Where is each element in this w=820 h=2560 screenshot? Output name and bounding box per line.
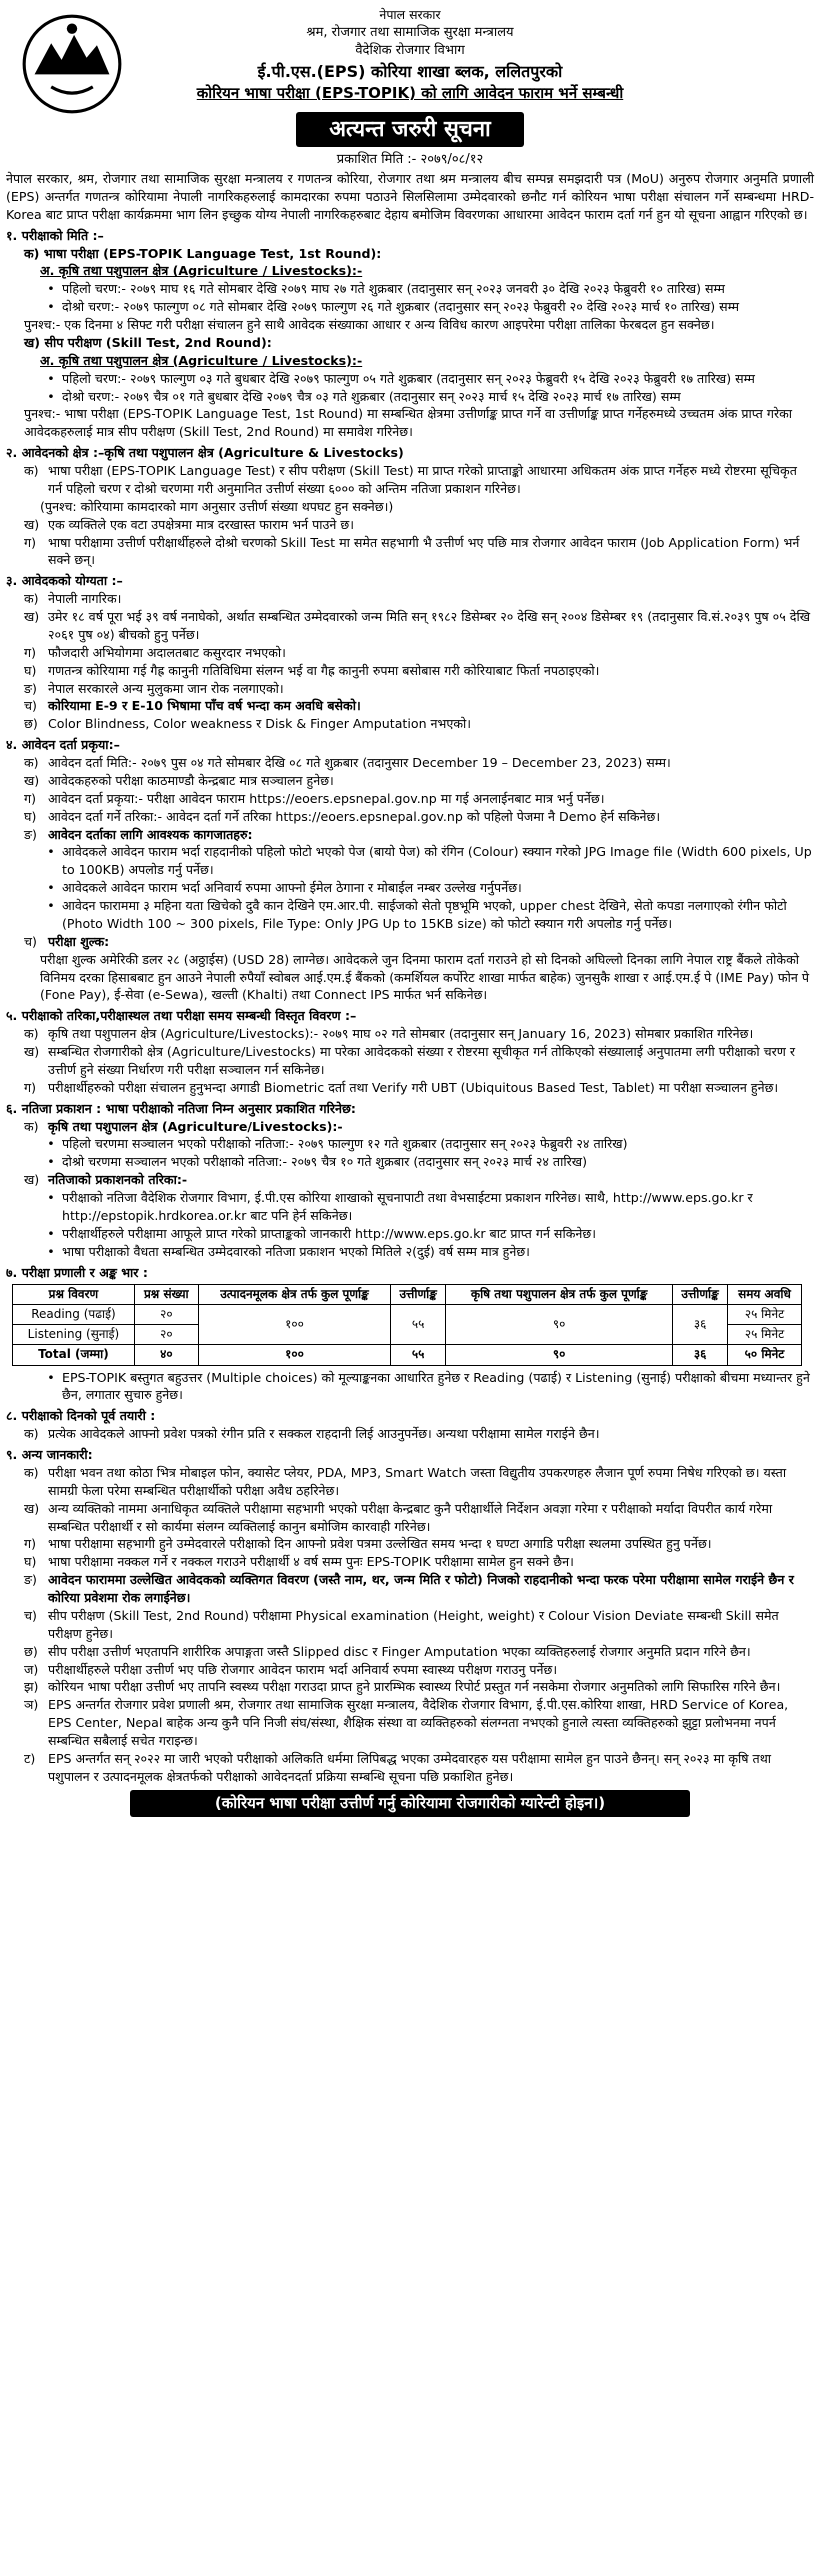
list-item-text: सम्बन्धित रोजगारीको क्षेत्र (Agriculture/Livestocks) मा परेका आवेदकको संख्या र रोष्टरमा सूचीकृत गर्न तोकिएको संख्यालाई अनुपातमा लगी परीक्षाको चरण र उत्तीर्ण हुने संख्या निर्धारण गरी परीक्षा सञ्चालन गर्न सकिनेछ। <box>48 1044 795 1077</box>
table-header: प्रश्न विवरण <box>13 1285 135 1305</box>
list-item <box>6 516 814 534</box>
item-label: ख) <box>24 1044 40 1059</box>
list-item <box>6 715 814 733</box>
list-item <box>6 370 814 388</box>
section-1-kha-sector: अ. कृषि तथा पशुपालन क्षेत्र (Agriculture / Livestocks):- <box>40 352 363 368</box>
list-item-text: परीक्षाको नतिजा वैदेशिक रोजगार विभाग, ई.पी.एस कोरिया शाखाको सूचनापाटी तथा वेभसाईटमा प्रकाशन गरिनेछ। साथै, http://www.eps.go.kr र http://epstopik.hrdkorea.or.kr बाट पनि हेर्न सकिनेछ। <box>62 1190 753 1223</box>
table-cell: १०० <box>198 1345 390 1365</box>
list-item-text: आवेदन फाराममा ३ महिना यता खिचेको दुवै कान देखिने एम.आर.पी. साईजको सेतो पृष्ठभूमि भएको, upper chest देखिने, सेतो कपडा नलगाएको रंगीन फोटो (Photo Width 100 ~ 300 pixels, File Type: Only JPG Up to 15KB size) को फोटो स्क्यान गरी अपलोड गर्नु पर्नेछ। <box>62 898 787 931</box>
table-header: उत्पादनमूलक क्षेत्र तर्फ कुल पूर्णाङ्क <box>198 1285 390 1305</box>
list-item <box>6 1425 814 1443</box>
table-header: उत्तीर्णाङ्क <box>391 1285 446 1305</box>
list-item-text: कृषि तथा पशुपालन क्षेत्र (Agriculture/Livestocks):- २०७९ माघ ०२ गते सोमबार (तदानुसार सन् January 16, 2023) सोमबार प्रकाशित गरिनेछ। <box>48 1026 754 1042</box>
list-item <box>6 1571 814 1607</box>
list-item-text: सीप परीक्षण (Skill Test, 2nd Round) परीक्षामा Physical examination (Height, weight) र Colour Vision Deviate सम्बन्धी Skill समेत परीक्षण हुनेछ। <box>48 1607 779 1641</box>
exam-score-table <box>12 1284 802 1365</box>
section-3-title: ३. आवेदकको योग्यता :– <box>6 573 123 589</box>
list-item-text: दोश्रो चरणमा सञ्चालन भएको परीक्षाको नतिजा:- २०७९ चैत्र १० गते शुक्रबार (तदानुसार सन् २०२३ मार्च २४ तारिख) <box>62 1154 587 1170</box>
item-label: ख) <box>24 1500 40 1516</box>
item-label: ङ) <box>24 1572 37 1588</box>
list-item-text: कोरियामा E-9 र E-10 भिषामा पाँच वर्ष भन्दा कम अवधि बसेको। <box>48 698 361 714</box>
list-item <box>6 680 814 698</box>
bullet-icon: • <box>47 388 55 404</box>
item-label: ङ) <box>24 680 37 696</box>
list-item-text: EPS अन्तर्गत सन् २०२२ मा जारी भएको परीक्षाको अलिकति धर्ममा लिपिबद्ध भएका उम्मेदवारहरु यस परीक्षामा सामेल हुन पाउने छैनन्। सन् २०२३ मा कृषि तथा पशुपालन र उत्पादनमूलक क्षेत्रतर्फको परीक्षाको आवेदनदर्ता प्रक्रिया सम्बन्धि सूचना पछि प्रकाशित हुनेछ। <box>48 1750 772 1784</box>
item-label: घ) <box>24 662 37 678</box>
item-label: ख) <box>24 609 40 624</box>
list-item <box>6 662 814 680</box>
section-5-title: ५. परीक्षाको तरिका,परीक्षास्थल तथा परीक्षा समय सम्बन्धी विस्तृत विवरण :– <box>6 1008 357 1024</box>
list-item-text: फौजदारी अभियोगमा अदालतबाट कसुरदार नभएको। <box>48 644 286 660</box>
bullet-icon: • <box>47 880 55 896</box>
item-label: ञ) <box>24 1697 39 1713</box>
section-1-title: १. परीक्षाको मिति :– <box>6 227 104 243</box>
item-label: क) <box>24 1464 39 1480</box>
bullet-icon: • <box>47 299 55 315</box>
list-item-text: परीक्षा शुल्क: <box>48 933 110 949</box>
item-label: झ) <box>24 1679 39 1695</box>
item-label: च) <box>24 698 37 714</box>
header <box>6 0 814 168</box>
table-row <box>13 1305 802 1325</box>
bullet-icon: • <box>47 1369 55 1385</box>
header-ministry: श्रम, रोजगार तथा सामाजिक सुरक्षा मन्त्रालय <box>306 24 514 40</box>
item-label: ख) <box>24 516 40 532</box>
table-cell: Listening (सुनाई) <box>13 1325 135 1345</box>
item-label: ग) <box>24 1536 37 1552</box>
list-item <box>6 843 814 879</box>
list-item-text: आवेदन दर्ताका लागि आवश्यक कागजातहरु: <box>48 826 253 842</box>
list-item <box>6 933 814 951</box>
list-item-text: उमेर १८ वर्ष पूरा भई ३९ वर्ष ननाघेको, अर्थात सम्बन्धित उम्मेदवारको जन्म मिति सन् १९८२ डिसेम्बर २० देखि सन् २००४ डिसेम्बर १९ (तदानुसार वि.सं.२०३९ पुष ०५ देखि २०६१ पुष ०४) बीचको हुनु पर्नेछ। <box>48 609 811 642</box>
section-1-kha-note: पुनश्च:- भाषा परीक्षा (EPS-TOPIK Language Test, 1st Round) मा सम्बन्धित क्षेत्रमा उत्तीर्णाङ्क प्राप्त गर्ने वा उत्तीर्णाङ्क प्राप्त गर्नेहरुमध्ये उच्चतम अंक प्राप्त गरेका आवेदकहरुलाई मात्र सीप परीक्षण (Skill Test, 2nd Round) मा समावेश गरिनेछ। <box>24 406 793 440</box>
header-branch: ई.पी.एस.(EPS) कोरिया शाखा ब्लक, ललितपुरको <box>257 61 563 81</box>
bullet-icon: • <box>47 898 55 913</box>
table-cell: ५० मिनेट <box>728 1345 802 1365</box>
list-item <box>6 644 814 662</box>
list-item <box>6 790 814 808</box>
list-item-text: आवेदकले आवेदन फाराम भर्दा राहदानीको पहिलो फोटो भएको पेज (बायो पेज) को रंगिन (Colour) स्क्यान गरेको JPG Image file (Width 600 pixels, Up to 100KB) अपलोड गर्नु पर्नेछ। <box>62 844 812 878</box>
list-item-text: दोश्रो चरण:- २०७९ चैत्र ०१ गते बुधबार देखि २०७९ चैत्र ०३ गते शुक्रबार (तदानुसार सन् २०२३ मार्च १५ देखि २०२३ मार्च १७ तारिख) सम्म <box>62 388 681 404</box>
table-cell: Reading (पढाई) <box>13 1305 135 1325</box>
item-label: ज) <box>24 1661 39 1677</box>
header-department: वैदेशिक रोजगार विभाग <box>355 43 465 59</box>
table-header: समय अवधि <box>728 1285 802 1305</box>
table-cell: ५५ <box>391 1345 446 1365</box>
section-2-note: (पुनश्च: कोरियामा कामदारको माग अनुसार उत्तीर्ण संख्या थपघट हुन सक्नेछ।) <box>40 498 394 514</box>
bullet-icon: • <box>47 1190 55 1205</box>
item-label: छ) <box>24 1643 38 1659</box>
item-label: ग) <box>24 534 37 550</box>
list-item-text: परीक्षा भवन तथा कोठा भित्र मोबाइल फोन, क्यासेट प्लेयर, PDA, MP3, Smart Watch जस्ता विद्युतीय उपकरणहरु लैजान पूर्ण रुपमा निषेध गरिएको छ। यस्ता सामग्री फेला परेमा सम्बन्धित परीक्षार्थीको परीक्षा अवैध ठहरिनेछ। <box>48 1464 787 1498</box>
bullet-icon: • <box>47 844 55 860</box>
list-item <box>6 280 814 298</box>
list-item <box>6 697 814 715</box>
list-item <box>6 462 814 498</box>
item-label: ख) <box>24 1172 40 1188</box>
list-item-text: आवेदन दर्ता मिति:- २०७९ पुस ०४ गते सोमबार देखि ०८ गते शुक्रबार (तदानुसार December 19 – December 23, 2023) सम्म। <box>48 755 671 770</box>
list-item <box>6 772 814 790</box>
list-item <box>6 1535 814 1553</box>
list-item <box>6 608 814 644</box>
item-label: ग) <box>24 644 37 660</box>
list-item-text: प्रत्येक आवेदकले आफ्नो प्रवेश पत्रको रंगीन प्रति र सक्कल राहदानी लिई आउनुपर्नेछ। अन्यथा परीक्षामा सामेल गराईने छैन। <box>48 1426 600 1442</box>
item-label: क) <box>24 1026 39 1042</box>
item-label: क) <box>24 1118 39 1134</box>
list-item-text: भाषा परीक्षा (EPS-TOPIK Language Test) र सीप परीक्षण (Skill Test) मा प्राप्त गरेको प्राप्ताङ्को आधारमा अधिकतम अंक प्राप्त गर्नेहरु मध्ये रोष्टरमा सूचिकृत गर्न पहिलो चरण र दोश्रो चरणमा गरी अनुमानित उत्तीर्ण संख्या ६००० को अन्तिम नतिजा प्रकाशन गरिनेछ। <box>48 463 797 496</box>
table-cell: ४० <box>134 1345 198 1365</box>
list-item-text: EPS-TOPIK बस्तुगत बहुउत्तर (Multiple choices) को मूल्याङ्कनका आधारित हुनेछ र Reading (पढाई) र Listening (सुनाई) परीक्षाको बीचमा मध्यान्तर हुने छैन, लगातार सुचारु हुनेछ। <box>62 1369 810 1403</box>
table-cell: ३६ <box>673 1345 728 1365</box>
section-6-title: ६. नतिजा प्रकाशन : भाषा परीक्षाको नतिजा निम्न अनुसार प्रकाशित गरिनेछ: <box>6 1100 356 1116</box>
list-item <box>6 879 814 897</box>
list-item <box>6 1153 814 1171</box>
section-1-ka-note: पुनश्च:- एक दिनमा ४ सिफ्ट गरी परीक्षा संचालन हुने साथै आवेदक संख्याका आधार र अन्य विविध कारण आइपरेमा परीक्षा तालिका फेरबदल हुन सक्नेछ। <box>24 317 715 332</box>
header-line1: नेपाल सरकार <box>379 7 441 22</box>
list-item <box>6 1464 814 1500</box>
list-item <box>6 1025 814 1043</box>
list-item <box>6 1750 814 1786</box>
list-item <box>6 1607 814 1643</box>
list-item <box>6 826 814 844</box>
list-item-text: परीक्षार्थीहरुले परीक्षामा आफूले प्राप्त गरेको प्राप्ताङ्कको जानकारी http://www.eps.go.kr बाट प्राप्त गर्न सकिनेछ। <box>62 1225 596 1241</box>
header-subject: कोरियन भाषा परीक्षा (EPS-TOPIK) को लागि आवेदन फाराम भर्ने सम्बन्धी <box>196 84 624 103</box>
section-1-ka: क) भाषा परीक्षा (EPS-TOPIK Language Test, 1st Round): <box>24 245 382 261</box>
list-item <box>6 808 814 826</box>
list-item <box>6 1553 814 1571</box>
list-item-text: पहिलो चरण:- २०७९ माघ १६ गते सोमबार देखि २०७९ माघ २७ गते शुक्रबार (तदानुसार सन् २०२३ जनवरी ३० देखि २०२३ फेब्रुवरी १० तारिख) सम्म <box>62 281 725 297</box>
list-item-text: आवेदकले आवेदन फाराम भर्दा अनिवार्य रुपमा आफ्नो ईमेल ठेगाना र मोबाईल नम्बर उल्लेख गर्नुपर्नेछ। <box>62 880 522 896</box>
section-4-title: ४. आवेदन दर्ता प्रकृया:– <box>6 737 120 753</box>
list-item <box>6 1643 814 1661</box>
list-item <box>6 1661 814 1679</box>
list-item-text: नेपाली नागरिक। <box>48 591 122 607</box>
list-item-text: कृषि तथा पशुपालन क्षेत्र (Agriculture/Livestocks):- <box>48 1118 343 1134</box>
list-item <box>6 1225 814 1243</box>
list-item-text: परीक्षार्थीहरुको परीक्षा संचालन हुनुभन्दा अगाडी Biometric दर्ता तथा Verify गरी UBT (Ubiquitous Based Test, Tablet) मा परीक्षा सञ्चालन हुनेछ। <box>48 1079 779 1095</box>
list-item <box>6 1079 814 1097</box>
list-item-text: परीक्षार्थीहरुले परीक्षा उत्तीर्ण भए पछि रोजगार आवेदन फाराम भर्दा अनिवार्य रुपमा स्वास्थ्य परीक्षण गराउनु पर्नेछ। <box>48 1661 558 1677</box>
list-item-text: पहिलो चरणमा सञ्चालन भएको परीक्षाको नतिजा:- २०७९ फाल्गुण १२ गते शुक्रबार (तदानुसार सन् २०२३ फेब्रुवरी २४ तारिख) <box>62 1136 628 1152</box>
list-item <box>6 1118 814 1136</box>
bullet-icon: • <box>47 1243 55 1259</box>
list-item-text: पहिलो चरण:- २०७९ फाल्गुण ०३ गते बुधबार देखि २०७९ फाल्गुण ०५ गते शुक्रबार (तदानुसार सन् २०२३ फेब्रुवरी १५ देखि २०२३ फेब्रुवरी १७ तारिख) सम्म <box>62 370 755 386</box>
item-label: घ) <box>24 808 37 824</box>
item-label: क) <box>24 755 39 770</box>
list-item-text: भाषा परीक्षामा नक्कल गर्ने र नक्कल गराउने परीक्षार्थी ४ वर्ष सम्म पुनः EPS-TOPIK परीक्षामा सामेल हुन सक्ने छैन। <box>48 1554 574 1570</box>
list-item-text: Color Blindness, Color weakness र Disk & Finger Amputation नभएको। <box>48 716 472 732</box>
section-2-title: २. आवेदनको क्षेत्र :–कृषि तथा पशुपालन क्षेत्र (Agriculture & Livestocks) <box>6 445 404 461</box>
section-9-title: ९. अन्य जानकारी: <box>6 1447 93 1462</box>
item-label: क) <box>24 463 39 478</box>
table-cell: २० <box>134 1305 198 1325</box>
list-item <box>6 1243 814 1261</box>
nepal-emblem-icon <box>20 12 124 116</box>
table-cell: ९० <box>446 1305 673 1345</box>
list-item-text: भाषा परीक्षाको वैधता सम्बन्धित उम्मेदवारको नतिजा प्रकाशन भएको मितिले २(दुई) वर्ष सम्म मात्र हुनेछ। <box>62 1243 530 1259</box>
list-item-text: आवेदन फाराममा उल्लेखित आवेदकको व्यक्तिगत विवरण (जस्तै नाम, थर, जन्म मिति र फोटो) निजको राहदानीको भन्दा फरक परेमा परीक्षामा सामेल गराईने छैन र कोरिया प्रवेशमा रोक लगाईनेछ। <box>48 1572 794 1605</box>
bullet-icon: • <box>47 281 55 297</box>
section-1-kha: ख) सीप परीक्षण (Skill Test, 2nd Round): <box>24 334 272 350</box>
table-header: प्रश्न संख्या <box>134 1285 198 1305</box>
publish-date: प्रकाशित मिति :- २०७९/०८/१२ <box>336 151 484 167</box>
item-label: ग) <box>24 1079 37 1095</box>
list-item-text: आवेदकहरुको परीक्षा काठमाण्डौ केन्द्रबाट मात्र सञ्चालन हुनेछ। <box>48 772 334 788</box>
bullet-icon: • <box>47 1136 55 1152</box>
bullet-icon: • <box>47 1154 55 1170</box>
exam-fee-text: परीक्षा शुल्क अमेरिकी डलर २८ (अठ्ठाईस) (USD 28) लाग्नेछ। आवेदकले जुन दिनमा फाराम दर्ता गराउने हो सो दिनको अघिल्लो दिनका लागि नेपाल राष्ट्र बैंकले तोकेको विनिमय दरका हिसाबबाट हुन आउने नेपाली रुपैयाँ स्वोबल आई.एम.ई बैंकको (कमर्शियल कर्पोरेट शाखा मार्फत बाहेक) जुनसुकै शाखा र आई.एम.ई पे (IME Pay) फोन पे (Fone Pay), ई-सेवा (e-Sewa), खल्ती (Khalti) तथा Connect IPS मार्फत भर्न सकिनेछ। <box>40 951 810 1003</box>
section-1-ka-sector: अ. कृषि तथा पशुपालन क्षेत्र (Agriculture / Livestocks):- <box>40 263 363 279</box>
list-item-text: एक व्यक्तिले एक वटा उपक्षेत्रमा मात्र दरखास्त फाराम भर्न पाउने छ। <box>48 516 354 532</box>
table-cell: १०० <box>198 1305 390 1345</box>
table-cell: ५५ <box>391 1305 446 1345</box>
list-item-text: गणतन्त्र कोरियामा गई गैह्र कानुनी गतिविधिमा संलग्न भई वा गैह्र कानुनी रुपमा बसोबास गरी कोरियाबाट फिर्ता नपठाइएको। <box>48 662 600 678</box>
table-cell: २५ मिनेट <box>728 1305 802 1325</box>
list-item-text: नेपाल सरकारले अन्य मुलुकमा जान रोक नलगाएको। <box>48 680 284 696</box>
table-row <box>13 1345 802 1365</box>
list-item <box>6 1171 814 1189</box>
list-item-text: नतिजाको प्रकाशनको तरिका:- <box>48 1172 188 1188</box>
bullet-icon: • <box>47 370 55 386</box>
table-header: उत्तीर्णाङ्क <box>673 1285 728 1305</box>
list-item-text: सीप परीक्षा उत्तीर्ण भएतापनि शारीरिक अपाङ्गता जस्तै Slipped disc र Finger Amputation भएका व्यक्तिहरुलाई रोजगार अनुमति प्रदान गरिने छैन। <box>48 1643 751 1659</box>
item-label: ग) <box>24 790 37 806</box>
urgent-banner: अत्यन्त जरुरी सूचना <box>296 112 524 147</box>
list-item <box>6 1678 814 1696</box>
item-label: क) <box>24 591 39 607</box>
table-cell: २५ मिनेट <box>728 1325 802 1345</box>
item-label: घ) <box>24 1554 37 1570</box>
item-label: च) <box>24 1607 37 1623</box>
list-item-text: दोश्रो चरण:- २०७९ फाल्गुण ०८ गते सोमबार देखि २०७९ फाल्गुण २६ गते शुक्रबार (तदानुसार सन् २०२३ फेब्रुवरी २० देखि २०२३ मार्च १० तारिख) सम्म <box>62 299 739 315</box>
list-item <box>6 754 814 772</box>
list-item <box>6 1189 814 1225</box>
section-7-title: ७. परीक्षा प्रणाली र अङ्क भार : <box>6 1264 148 1280</box>
list-item-text: कोरियन भाषा परीक्षा उत्तीर्ण भए तापनि स्वस्थ्य परीक्षा गराउदा प्राप्त हुने प्रारम्भिक स्वास्थ्य रिपोर्ट प्रस्तुत गर्न नसकेमा रोजगार अनुमतिको लागि सिफारिस गरिने छैन। <box>48 1679 781 1695</box>
list-item <box>6 1696 814 1750</box>
list-item <box>6 897 814 933</box>
item-label: ख) <box>24 772 40 788</box>
list-item-text: भाषा परीक्षामा सहभागी हुने उम्मेदवारले परीक्षाको दिन आफ्नो प्रवेश पत्रमा उल्लेखित समय भन्दा १ घण्टा अगाडि परीक्षा स्थलमा उपस्थित हुनु पर्नेछ। <box>48 1536 712 1552</box>
footer-banner: (कोरियन भाषा परीक्षा उत्तीर्ण गर्नु कोरियामा रोजगारीको ग्यारेन्टी होइन।) <box>130 1790 690 1817</box>
item-label: छ) <box>24 716 38 732</box>
list-item <box>6 1500 814 1536</box>
list-item <box>6 1043 814 1079</box>
table-cell: ९० <box>446 1345 673 1365</box>
list-item <box>6 298 814 316</box>
list-item-text: अन्य व्यक्तिको नाममा अनाधिकृत व्यक्तिले परीक्षामा सहभागी भएको परीक्षा केन्द्रबाट कुनै परीक्षार्थीले निर्देशन अवज्ञा गरेमा र परीक्षाको मर्यादा विपरीत कार्य गरेमा सम्बन्धित परीक्षार्थी र सो कार्यमा संलग्न व्यक्तिलाई कानुन बमोजिम कारवाही गरिनेछ। <box>48 1500 773 1534</box>
list-item <box>6 1369 814 1405</box>
bullet-icon: • <box>47 1225 55 1241</box>
list-item <box>6 534 814 570</box>
item-label: ङ) <box>24 826 37 842</box>
table-cell: ३६ <box>673 1305 728 1345</box>
item-label: क) <box>24 1426 39 1442</box>
list-item <box>6 1135 814 1153</box>
section-8-title: ८. परीक्षाको दिनको पूर्व तयारी : <box>6 1408 156 1424</box>
list-item <box>6 590 814 608</box>
table-cell: Total (जम्मा) <box>13 1345 135 1365</box>
item-label: ट) <box>24 1750 36 1766</box>
list-item-text: आवेदन दर्ता गर्ने तरिका:- आवेदन दर्ता गर्ने तरिका https://eoers.epsnepal.gov.np को पहिलो पेजमा नै Demo हेर्न सकिनेछ। <box>48 808 661 824</box>
list-item-text: आवेदन दर्ता प्रकृया:- परीक्षा आवेदन फाराम https://eoers.epsnepal.gov.np मा गई अनलाईनबाट मात्र भर्नु पर्नेछ। <box>48 790 605 806</box>
list-item-text: EPS अन्तर्गत रोजगार प्रवेश प्रणाली श्रम, रोजगार तथा सामाजिक सुरक्षा मन्त्रालय, वैदेशिक रोजगार विभाग, ई.पी.एस.कोरिया शाखा, HRD Service of Korea, EPS Center, Nepal बाहेक अन्य कुनै पनि निजी संघ/संस्था, शैक्षिक संस्था वा व्यक्तिहरुको संलग्नता नभएको हुनाले त्यस्ता व्यक्तिहरुको झुट्टा प्रलोभनमा नपर्न सम्बन्धित सबैलाई सचेत गराइन्छ। <box>48 1697 789 1748</box>
table-header-row <box>13 1285 802 1305</box>
intro-paragraph: नेपाल सरकार, श्रम, रोजगार तथा सामाजिक सुरक्षा मन्त्रालय र गणतन्त्र कोरिया, रोजगार तथा श्रम मन्त्रालय बीच सम्पन्न समझदारी पत्र (MoU) अनुरुप रोजगार अनुमति प्रणाली (EPS) अन्तर्गत गणतन्त्र कोरियामा नेपाली नागरिकहरुलाई कामदारका रुपमा पठाउने सिलसिलामा उम्मेदवारको छनौट गर्न कोरियन भाषा परीक्षा संचालन गर्ने सम्बन्धमा HRD-Korea बाट प्राप्त परीक्षा कार्यक्रममा भाग लिन इच्छुक योग्य नेपाली नागरिकहरुबाट देहाय बमोजिम विवरणका आधारमा आवेदन फाराम दर्ता गर्न हुन यो सूचना आह्वान गरिएको छ। <box>6 171 814 222</box>
list-item-text: भाषा परीक्षामा उत्तीर्ण परीक्षार्थीहरुले दोश्रो चरणको Skill Test मा समेत सहभागी भै उत्तीर्ण भए पछि मात्र रोजगार आवेदन फाराम (Job Application Form) भर्न सक्ने छन्। <box>48 534 800 568</box>
table-cell: २० <box>134 1325 198 1345</box>
table-header: कृषि तथा पशुपालन क्षेत्र तर्फ कुल पूर्णाङ्क <box>446 1285 673 1305</box>
list-item <box>6 388 814 406</box>
item-label: च) <box>24 933 37 949</box>
